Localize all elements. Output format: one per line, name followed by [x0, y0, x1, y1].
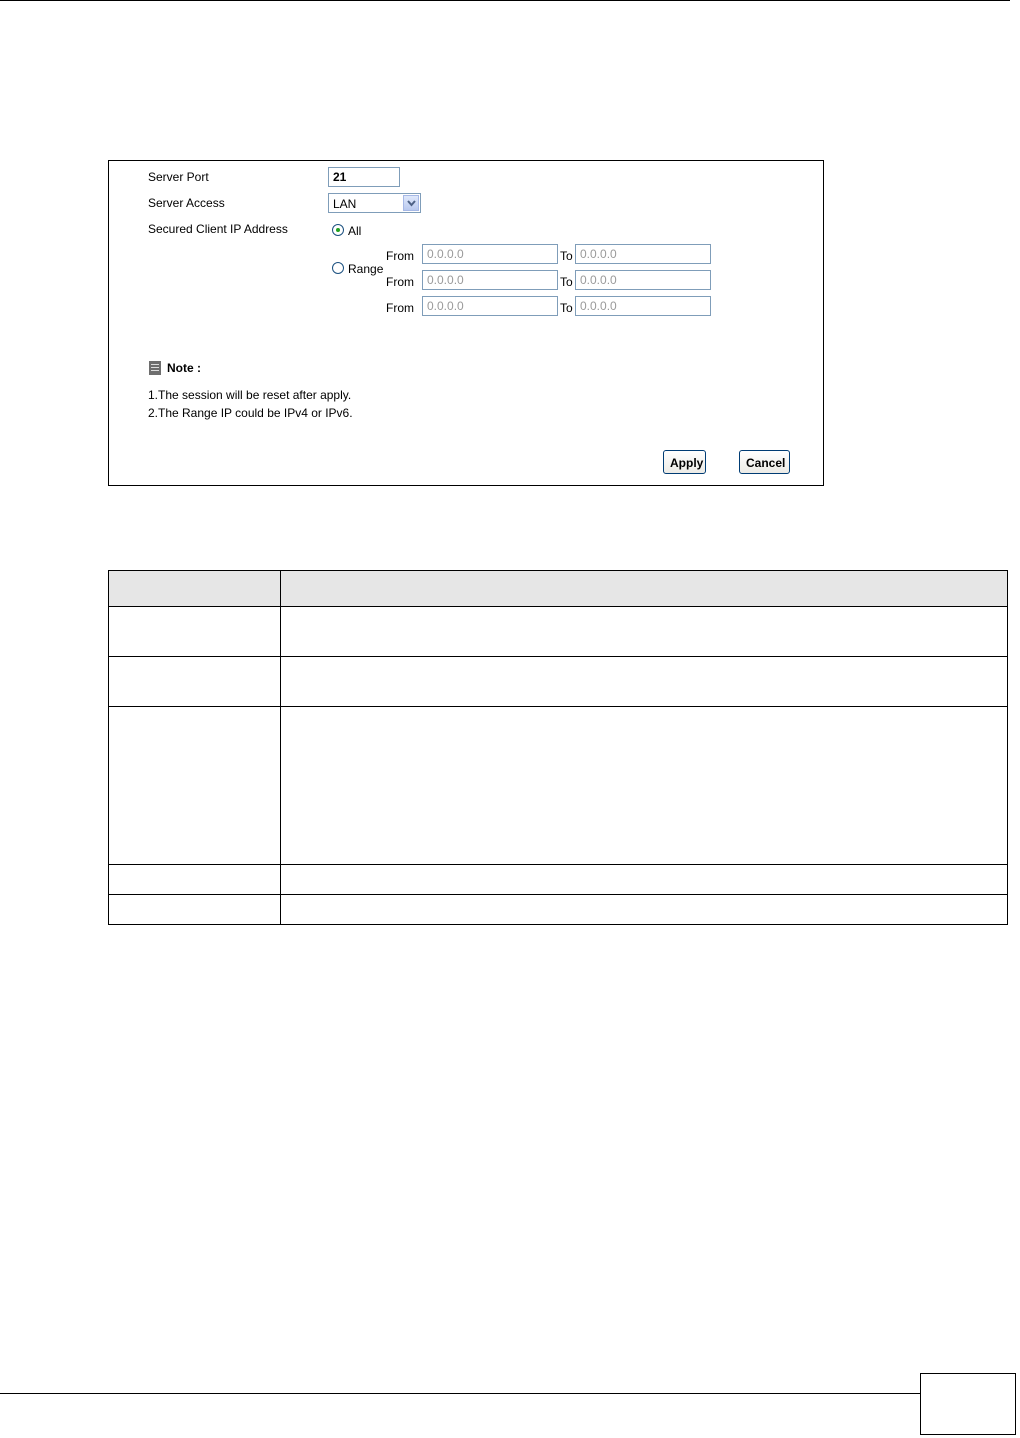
- table-row: [109, 707, 1008, 865]
- table-cell: [109, 865, 281, 895]
- from-label: From: [386, 275, 414, 289]
- note-title: Note :: [167, 361, 201, 375]
- range-2-to-input[interactable]: [575, 270, 711, 290]
- table-cell: [281, 707, 1008, 865]
- table-cell: [109, 895, 281, 925]
- server-port-label: Server Port: [148, 170, 209, 184]
- from-label: From: [386, 249, 414, 263]
- range-3-to-input[interactable]: [575, 296, 711, 316]
- table-row: [109, 657, 1008, 707]
- table-cell: [281, 657, 1008, 707]
- radio-all-label: All: [348, 224, 362, 238]
- table-row: [109, 607, 1008, 657]
- range-1-to-input[interactable]: [575, 244, 711, 264]
- range-1-from-input[interactable]: [422, 244, 558, 264]
- table-row: [109, 865, 1008, 895]
- table-cell: [281, 607, 1008, 657]
- radio-range[interactable]: [332, 262, 344, 274]
- cancel-button[interactable]: Cancel: [739, 450, 790, 474]
- footer-rule: [0, 1393, 920, 1394]
- table-cell: [281, 865, 1008, 895]
- range-3-from-input[interactable]: [422, 296, 558, 316]
- secured-client-ip-label: Secured Client IP Address: [148, 222, 288, 236]
- note-line-2: 2.The Range IP could be IPv4 or IPv6.: [148, 406, 353, 420]
- note-icon: [149, 361, 161, 375]
- server-access-value: LAN: [333, 197, 357, 211]
- table-cell: [281, 895, 1008, 925]
- chevron-down-icon[interactable]: [403, 195, 419, 211]
- apply-button[interactable]: Apply: [663, 450, 706, 474]
- from-label: From: [386, 301, 414, 315]
- table-cell: [109, 707, 281, 865]
- table-row: [109, 895, 1008, 925]
- table-header-cell: [281, 571, 1008, 607]
- table-cell: [109, 607, 281, 657]
- table-header-row: [109, 571, 1008, 607]
- ftp-settings-panel: [108, 160, 824, 486]
- to-label: To: [560, 301, 573, 315]
- header-rule: [0, 0, 1010, 1]
- server-port-input[interactable]: [328, 167, 400, 187]
- range-2-from-input[interactable]: [422, 270, 558, 290]
- note-line-1: 1.The session will be reset after apply.: [148, 388, 352, 402]
- table-header-cell: [109, 571, 281, 607]
- server-access-select[interactable]: [328, 193, 421, 213]
- server-access-label: Server Access: [148, 196, 225, 210]
- to-label: To: [560, 275, 573, 289]
- field-description-table: [108, 570, 1008, 925]
- table-cell: [109, 657, 281, 707]
- radio-all[interactable]: [332, 224, 344, 236]
- radio-range-label: Range: [348, 262, 384, 276]
- to-label: To: [560, 249, 573, 263]
- page-number-box: [920, 1373, 1016, 1435]
